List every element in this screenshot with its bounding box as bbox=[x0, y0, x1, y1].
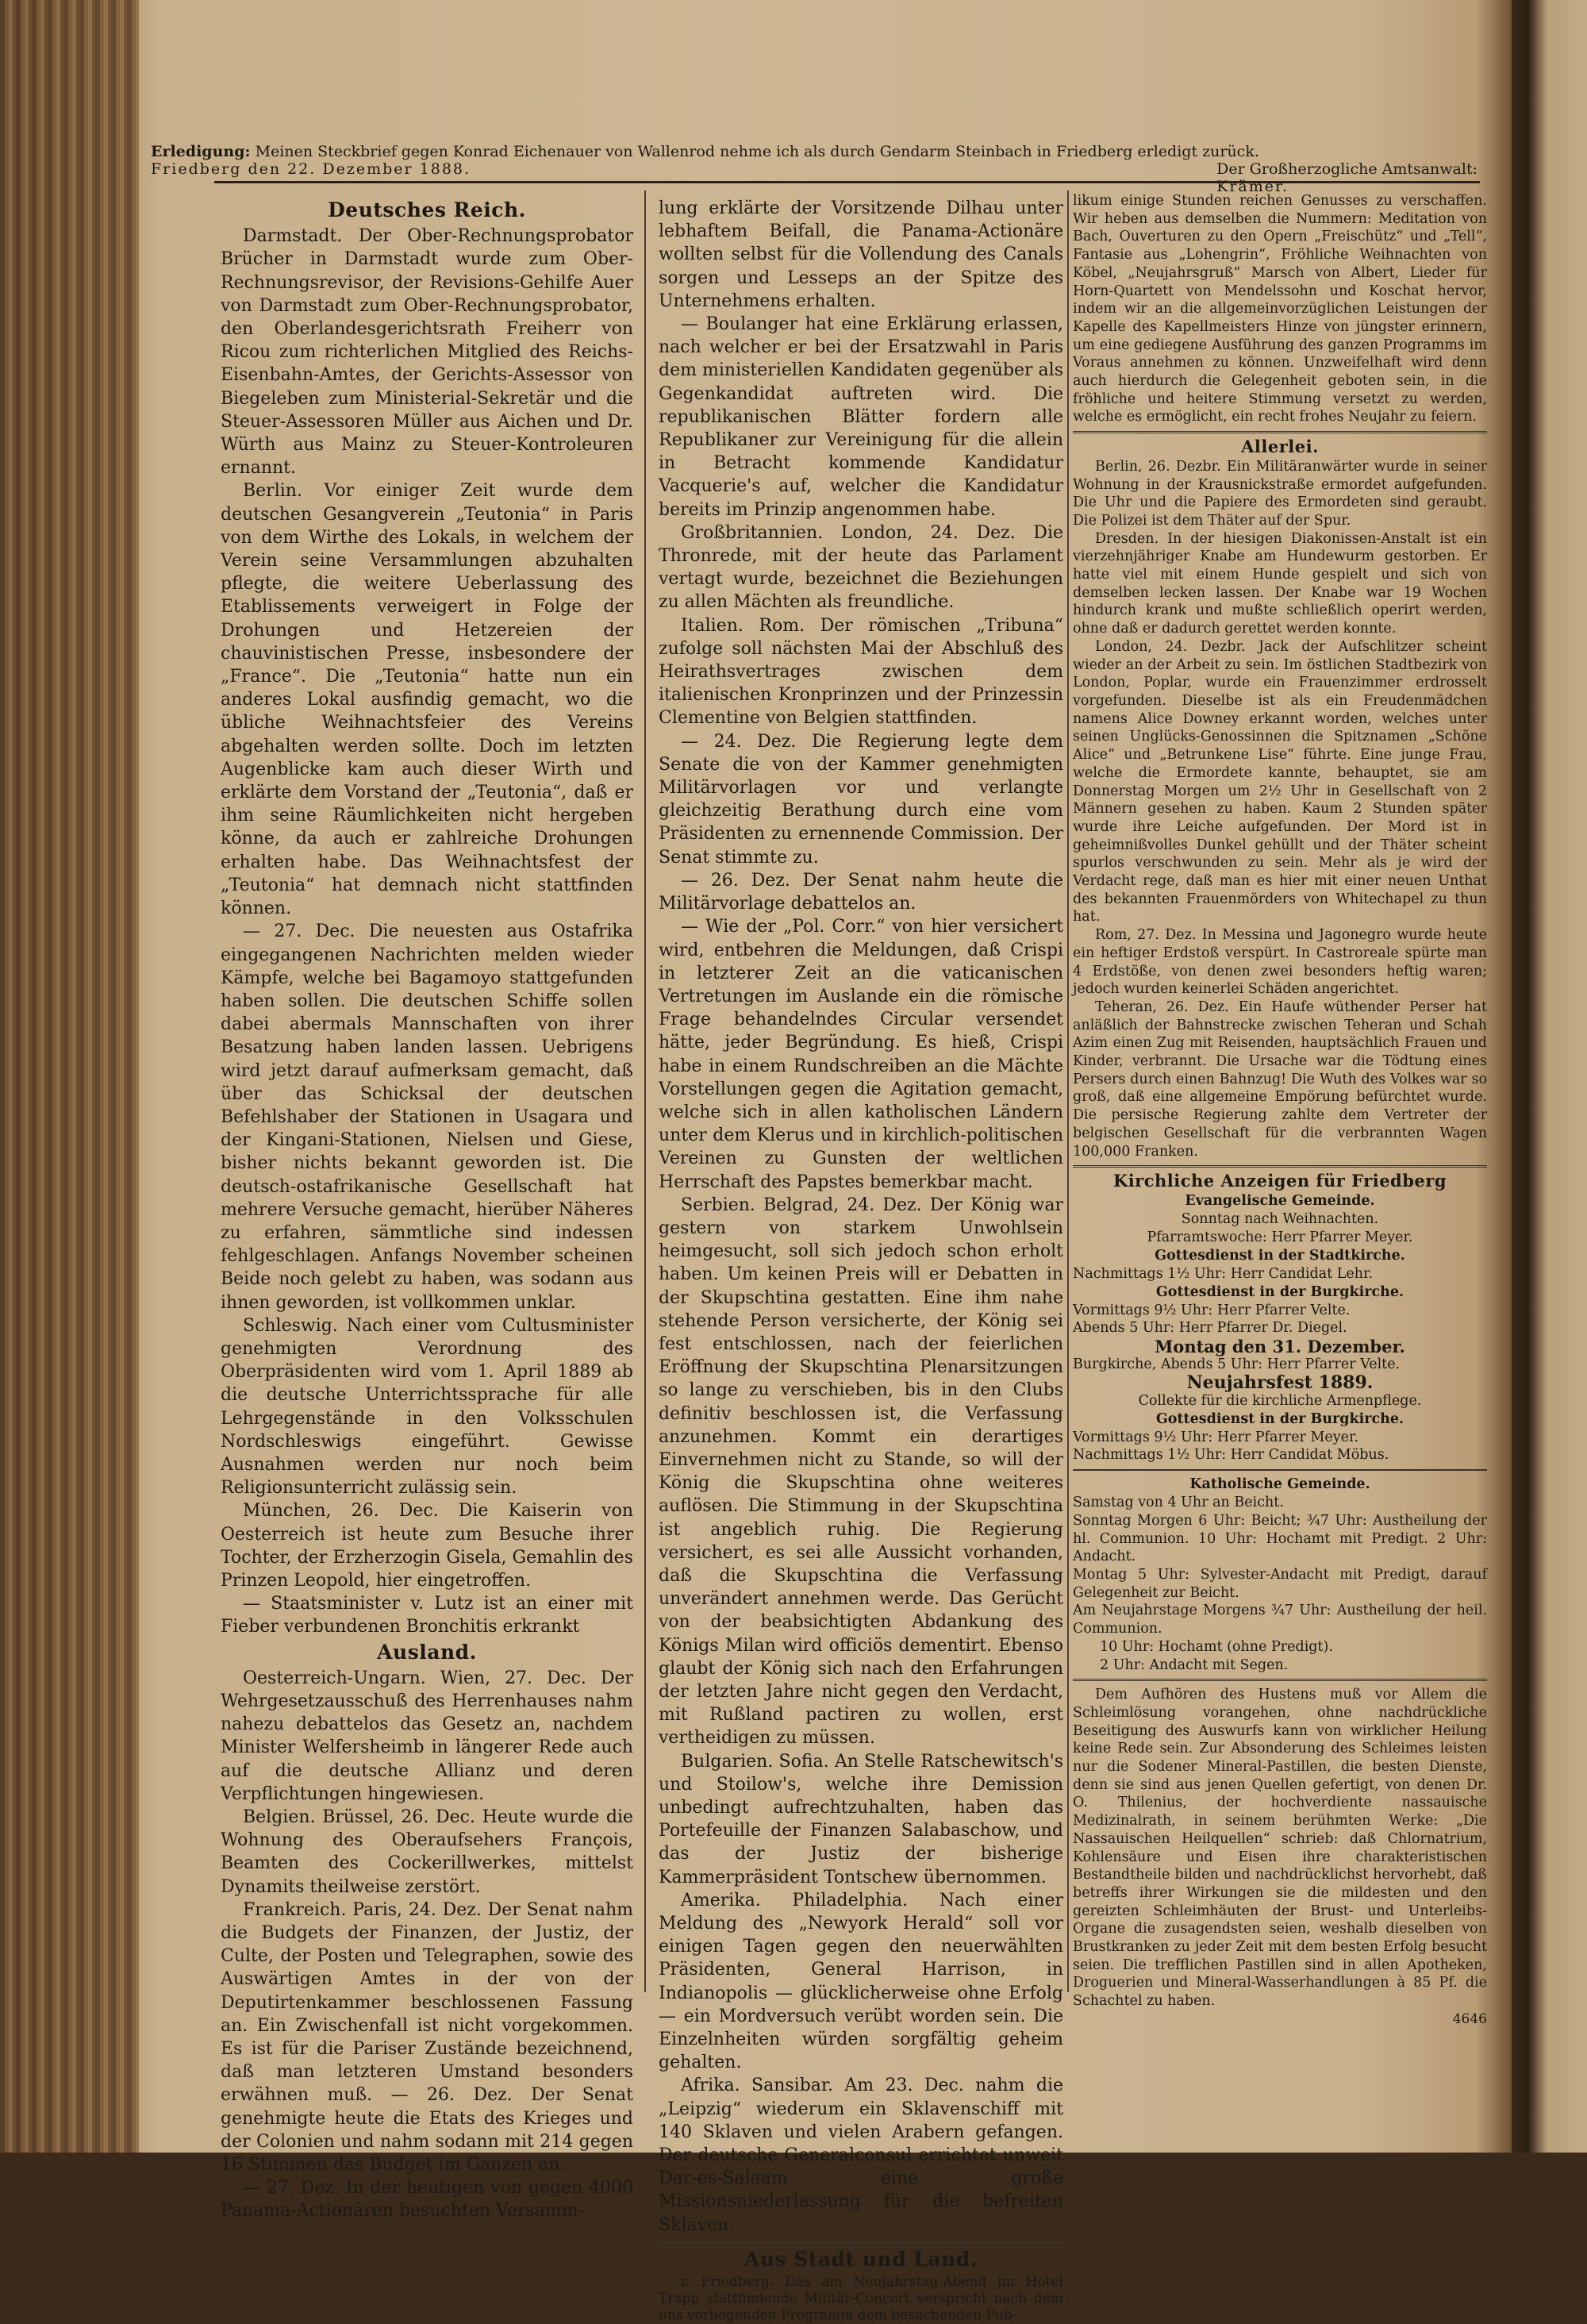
kath-montag: Montag 5 Uhr: Sylvester-Andacht mit Predigt, darauf Gelegenheit zur Beicht. bbox=[1073, 1567, 1487, 1601]
ev-vormittags: Vormittags 9½ Uhr: Herr Pfarrer Velte. bbox=[1073, 1302, 1351, 1318]
ev-abends: Abends 5 Uhr: Herr Pfarrer Dr. Diegel. bbox=[1073, 1320, 1347, 1337]
article-italien-senat: — 24. Dez. Die Regierung legte dem Senate die von der Kammer genehmigten Militärvorlagen vor und verlangte gleichzeitig Berathung durch eine vom Präsidenten zu ernennende Commission. Der Senat stimmte zu. bbox=[659, 731, 1063, 868]
divider bbox=[1073, 431, 1487, 433]
catholic-heading: Katholische Gemeinde. bbox=[1189, 1476, 1370, 1493]
column-3 bbox=[1073, 192, 1487, 2029]
article-panama: — 27. Dez. In der heutigen von gegen 4000 Panama-Actionären besuchten Versamm- bbox=[221, 2178, 633, 2222]
church-notices bbox=[1073, 1172, 1487, 1674]
column-2 bbox=[659, 197, 1063, 2324]
article-ostafrika: — 27. Dec. Die neuesten aus Ostafrika eingegangenen Nachrichten melden wieder Kämpfe, welche bei Bagamoyo stattgefunden haben sollen. Die deutschen Schiffe sollen dabei abermals Mannschaften von ihrer Besatzung haben landen lassen. Uebrigens wird jetzt darauf aufmerksam gemacht, daß über das Schicksal der deutschen Befehlshaber der Stationen in Usagara und der Kingani-Stationen, Nielsen und Giese, bisher nichts bekannt geworden ist. Die deutsch-ostafrikanische Gesellschaft hat mehrere Versuche gemacht, hierüber Näheres zu erfahren, sämmtliche sind indessen fehlgeschlagen. Anfangs November scheinen Beide noch gelebt zu haben, was sodann aus ihnen geworden, ist vollkommen unklar. bbox=[221, 922, 633, 1313]
heading-ausland: Ausland. bbox=[377, 1640, 477, 1664]
divider bbox=[659, 2241, 1063, 2243]
montag-text: Burgkirche, Abends 5 Uhr: Herr Pfarrer Velte. bbox=[1073, 1356, 1401, 1373]
article-oesterreich: Oesterreich-Ungarn. Wien, 27. Dec. Der Wehrgesetzausschuß des Herrenhauses nahm nahezu debattelos das Gesetz an, nachdem Minister Welfersheimb in längerer Rede auch auf die deutsche Allianz und deren Verpflichtungen hingewiesen. bbox=[221, 1668, 633, 1804]
ev-nachmittags: Nachmittags 1½ Uhr: Herr Candidat Lehr. bbox=[1073, 1265, 1374, 1282]
notice-erledigung bbox=[151, 143, 1500, 195]
kath-andacht: 2 Uhr: Andacht mit Segen. bbox=[1100, 1656, 1289, 1673]
kollekte: Collekte für die kirchliche Armenpflege. bbox=[1138, 1392, 1422, 1409]
nachmittags-2: Nachmittags 1½ Uhr: Herr Candidat Möbus. bbox=[1073, 1447, 1389, 1464]
neujahrsfest-heading: Neujahrsfest 1889. bbox=[1186, 1372, 1374, 1393]
ev-stadtkirche: Gottesdienst in der Stadtkirche. bbox=[1155, 1247, 1405, 1264]
article-rom-erdstoss: Rom, 27. Dez. In Messina und Jagonegro wurde heute ein heftiger Erdstoß verspürt. In Castroreale spürte man 4 Erdstöße, von denen zwei besonders heftig waren; jedoch wurden keinerlei Schäden angerichtet. bbox=[1073, 927, 1487, 998]
article-friedberg-concert: r. Friedberg. Das am Neujahrstag-Abend im Hotel Trapp stattfindende Militär-Concert verspricht nach dem uns vorliegenden Programm dem besuchenden Pub- bbox=[659, 2274, 1063, 2324]
divider bbox=[1073, 1679, 1487, 1681]
notice-authority: Der Großherzogliche Amtsanwalt: bbox=[1216, 160, 1477, 178]
article-london: London, 24. Dezbr. Jack der Aufschlitzer scheint wieder an der Arbeit zu sein. Im östlichen Stadtbezirk von London, Poplar, wurde ein Frauenzimmer erdrosselt vorgefunden. Dieselbe ist als ein Freudenmädchen namens Alice Downey erkannt worden, welches unter seinen Unglücks-Genossinnen die Spitznamen „Schöne Alice“ und „Betrunkene Lise“ führte. Eine junge Frau, welche die Ermordete kannte, behauptet, sie am Donnerstag Morgen um 2½ Uhr in Gesellschaft von 2 Männern gesehen zu haben. Kaum 2 Stunden später wurde ihre Leiche aufgefunden. Der Mord ist in geheimnißvolles Dunkel gehüllt und der Thäter scheint spurlos verschwunden zu sein. Mehr als je wird der Verdacht rege, daß man es hier mit einer neuen Unthat des bekannten Frauenmörders von Whitechapel zu thun hat. bbox=[1073, 638, 1487, 925]
article-frankreich: Frankreich. Paris, 24. Dez. Der Senat nahm die Budgets der Finanzen, der Justiz, der Culte, der Posten und Telegraphen, sowie des Auswärtigen Amtes in der von der Deputirtenkammer beschlossenen Fassung an. Ein Zwischenfall ist nicht vorgekommen. Es ist für die Pariser Zustände bezeichnend, daß man letzteren Umstand besonders erwähnen muß. — 26. Dez. Der Senat genehmigte heute die Etats des Krieges und der Colonien und nahm sodann mit 214 gegen 16 Stimmen das Budget im Ganzen an. bbox=[221, 1899, 633, 2176]
ev-pfarramtswoche: Pfarramtswoche: Herr Pfarrer Meyer. bbox=[1147, 1229, 1413, 1245]
evangelical-heading: Evangelische Gemeinde. bbox=[1185, 1192, 1375, 1209]
article-serbien: Serbien. Belgrad, 24. Dez. Der König war gestern von starkem Unwohlsein heimgesucht, soll sich jedoch schon erholt haben. Um keinen Preis will er Debatten in der Skupschtina gestatten. Eine ihm nahe stehende Person versicherte, der König sei fest entschlossen, nach der feierlichen Eröffnung der Skupschtina Plenarsitzungen so lange zu verschieben, bis in den Clubs definitiv beschlossen ist, die Verfassung anzunehmen. Kommt ein derartiges Einvernehmen nicht zu Stande, so will der König die Skupschtina ohne weiteres auflösen. Die Stimmung in der Skupschtina ist angeblich ruhig. Die Regierung versichert, es sei alle Aussicht vorhanden, daß die Skupschtina die Verfassung unverändert annehmen werde. Das Gerücht von der beabsichtigten Abdankung des Königs Milan wird officiös dementirt. Ebenso glaubt der König sich nach den Erfahrungen der letzten Jahre nicht gegen den Verdacht, mit Rußland pactiren zu wollen, erst vertheidigen zu müssen. bbox=[659, 1195, 1063, 1749]
article-belgien: Belgien. Brüssel, 26. Dec. Heute wurde die Wohnung des Oberaufsehers François, Beamten des Cockerillwerkes, mittelst Dynamits theilweise zerstört. bbox=[221, 1807, 633, 1897]
heading-aus-stadt-und-land: Aus Stadt und Land. bbox=[744, 2247, 978, 2271]
article-dresden: Dresden. In der hiesigen Diakonissen-Anstalt ist ein vierzehnjähriger Knabe am Hundewurm gestorben. Er hatte viel mit einem Hunde gespielt und sich von demselben lecken lassen. Der Knabe war 19 Wochen hindurch krank und mußte schließlich operirt werden, ohne daß er dadurch gerettet werden konnte. bbox=[1073, 530, 1487, 637]
burgkirche-2: Gottesdienst in der Burgkirche. bbox=[1155, 1410, 1404, 1427]
divider bbox=[1073, 1469, 1487, 1471]
article-darmstadt: Darmstadt. Der Ober-Rechnungsprobator Brücher in Darmstadt wurde zum Ober-Rechnungsrevisor, der Revisions-Gehilfe Auer von Darmstadt zum Ober-Rechnungsprobator, den Oberlandesgerichtsrath Freiherr von Ricou zum richterlichen Mitglied des Reichs-Eisenbahn-Amtes, der Gerichts-Assessor von Biegeleben zum Ministerial-Sekretär und die Steuer-Assessoren Müller aus Aichen und Dr. Würth aus Mainz zu Steuer-Kontroleuren ernannt. bbox=[221, 226, 633, 479]
kath-samstag: Samstag von 4 Uhr an Beicht. bbox=[1073, 1495, 1284, 1511]
article-concert-cont: likum einige Stunden reichen Genusses zu verschaffen. Wir heben aus demselben die Nummern: Meditation von Bach, Ouverturen zu den Opern „Freischütz“ und „Tell“, Fantasie aus „Lohengrin“, Fröhliche Weihnachten von Köbel, „Neujahrsgruß“ Marsch von Albert, Lieder für Horn-Quartett von Mendelssohn und Koschat hervor, indem wir an die allgemeinvorzüglichen Leistungen der Kapelle des Kapellmeisters Hinze von jüngster erinnern, um eine gediegene Ausführung des ganzen Programms im Voraus annehmen zu können. Unzweifelhaft wird denn auch hierdurch die Gelegenheit geboten sein, in die fröhliche und heitere Stimmung versetzt zu werden, welche es ermöglicht, ein recht frohes Neujahr zu feiern. bbox=[1073, 193, 1487, 425]
article-militaervorlage: — 26. Dez. Der Senat nahm heute die Militärvorlage debattelos an. bbox=[659, 870, 1063, 914]
divider bbox=[1073, 1165, 1487, 1168]
book-spine bbox=[0, 0, 139, 2153]
ev-burgkirche: Gottesdienst in der Burgkirche. bbox=[1155, 1283, 1404, 1300]
article-panama-cont: lung erklärte der Vorsitzende Dilhau unter lebhaftem Beifall, die Panama-Actionäre wollten selbst für die Vollendung des Canals sorgen und Lesseps an der Spitze des Unternehmens erhalten. bbox=[659, 198, 1063, 311]
article-schleswig: Schleswig. Nach einer vom Cultusminister genehmigten Verordnung des Oberpräsidenten wird vom 1. April 1889 ab die deutsche Unterrichtssprache für alle Lehrgegenstände in den Volksschulen Nordschleswigs eingeführt. Gewisse Ausnahmen werden nur noch beim Religionsunterricht zulässig sein. bbox=[221, 1315, 633, 1499]
heading-allerlei: Allerlei. bbox=[1241, 437, 1319, 457]
ev-sunday: Sonntag nach Weihnachten. bbox=[1181, 1210, 1379, 1227]
ad-sodener-pastillen: Dem Aufhören des Hustens muß vor Allem die Schleimlösung vorangehen, ohne nachdrückliche Beseitigung des Auswurfs kann von wirklicher Heilung keine Rede sein. Zur Absonderung des Schleimes leisten nur die Sodener Mineral-Pastillen, die besten Dienste, denn sie sind aus jenen Quellen gefertigt, von denen Dr. O. Thilenius, der hochverdiente nassauische Medizinalrath, in seinem berühmten Werke: „Die Nassauischen Heilquellen“ schrieb: daß Chlornatrium, Kohlensäure und Eisen ihre charakteristischen Bestandtheile bilden und nachdrücklichst hervorhebt, daß betreffs ihrer Wirkungen sie die mildesten und den gereizten Schleimhäuten der Brust- und Unterleibs-Organe die zusagendsten seien, weshalb dieselben von Brustkranken zu jeder Zeit mit dem besten Erfolg besucht seien. Die trefflichen Pastillen sind in allen Apotheken, Droguerien und Mineral-Wasserhandlungen à 85 Pf. die Schachtel zu haben. bbox=[1073, 1687, 1487, 2010]
kath-hochamt: 10 Uhr: Hochamt (ohne Predigt). bbox=[1100, 1638, 1333, 1655]
article-muenchen: München, 26. Dec. Die Kaiserin von Oesterreich ist heute zum Besuche ihrer Tochter, der Erzherzogin Gisela, Gemahlin des Prinzen Leopold, hier eingetroffen. bbox=[221, 1501, 633, 1591]
article-lutz: — Staatsminister v. Lutz ist an einer mit Fieber verbundenen Bronchitis erkrankt bbox=[221, 1594, 633, 1637]
article-teheran: Teheran, 26. Dez. Ein Haufe wüthender Perser hat anläßlich der Bahnstrecke zwischen Teheran und Schah Azim einen Zug mit Reisenden, hauptsächlich Frauen und Kinder, verbrannt. Die Ursache war die Tödtung eines Persers durch einen Bahnzug! Die Wuth des Volkes war so groß, daß eine allgemeine Empörung befürchtet wurde. Die persische Regierung zahlte dem Vertreter der belgischen Gesellschaft für die verbrannten Wagen 100,000 Franken. bbox=[1073, 998, 1487, 1160]
article-boulanger: — Boulanger hat eine Erklärung erlassen, nach welcher er bei der Ersatzwahl in Paris dem ministeriellen Kandidaten gegenüber als Gegenkandidat auftreten wird. Die republikanischen Blätter fordern alle Republikaner zur Vereinigung für die allein in Betracht kommende Kandidatur Vacquerie's auf, welcher die Kandidatur bereits im Prinzip angenommen habe. bbox=[659, 314, 1063, 520]
article-italien: Italien. Rom. Der römischen „Tribuna“ zufolge soll nächsten Mai der Abschluß des Heirathsvertrages zwischen dem italienischen Kronprinzen und der Prinzessin Clementine von Belgien stattfinden. bbox=[659, 615, 1063, 729]
facing-page-edge bbox=[1512, 0, 1587, 2153]
article-crispi: — Wie der „Pol. Corr.“ von hier versichert wird, entbehren die Meldungen, daß Crispi in letzterer Zeit an die vaticanischen Vertretungen im Auslande ein die römische Frage behandelndes Circular versendet hätte, jeder Begründung. Es hieß, Crispi habe in einem Rundschreiben an die Mächte Vorstellungen gegen die Agitation gemacht, welche sich in allen katholischen Ländern unter dem Klerus und in kirchlich-politischen Vereinen zu Gunsten der weltlichen Herrschaft des Papstes bemerkbar macht. bbox=[659, 917, 1063, 1192]
notice-label: Erledigung: bbox=[151, 143, 251, 160]
heading-kirchliche-anzeigen: Kirchliche Anzeigen für Friedberg bbox=[1112, 1171, 1447, 1191]
article-berlin-teutonia: Berlin. Vor einiger Zeit wurde dem deutschen Gesangverein „Teutonia“ in Paris von dem Wirthe des Lokals, in welchem der Verein seine Versammlungen abzuhalten pflegte, die weitere Ueberlassung des Etablissements verweigert in Folge der Drohungen und Hetzereien der chauvinistischen Presse, insbesondere der „France“. Die „Teutonia“ hatte nun ein anderes Lokal ausfindig gemacht, wo die übliche Weihnachtsfeier des Vereins abgehalten werden sollte. Doch im letzten Augenblicke kam auch dieser Wirth und erklärte dem Vorstand der „Teutonia“, daß er ihm seine Räumlichkeiten nicht hergeben könne, da auch er zahlreiche Drohungen erhalten habe. Das Weihnachtsfest der „Teutonia“ hat demnach nicht stattfinden können. bbox=[221, 481, 633, 919]
notice-place-date: Friedberg den 22. Dezember 1888. bbox=[151, 160, 471, 178]
column-rule-1 bbox=[644, 190, 646, 1992]
montag-heading: Montag den 31. Dezember. bbox=[1155, 1337, 1405, 1357]
vormittags-2: Vormittags 9½ Uhr: Herr Pfarrer Meyer. bbox=[1073, 1429, 1359, 1445]
notice-signature: Krämer. bbox=[1216, 178, 1289, 195]
heading-deutsches-reich: Deutsches Reich. bbox=[328, 198, 526, 221]
article-amerika: Amerika. Philadelphia. Nach einer Meldung des „Newyork Herald“ soll vor einigen Tagen gegen den neuerwählten Präsidenten, General Harrison, in Indianopolis — glücklicherweise ohne Erfolg — ein Mordversuch verübt worden sein. Die Einzelnheiten würden sorgfältig geheim gehalten. bbox=[659, 1890, 1063, 2073]
ad-number: 4646 bbox=[1452, 2010, 1487, 2027]
article-berlin-mord: Berlin, 26. Dezbr. Ein Militäranwärter wurde in seiner Wohnung in der Krausnickstraße ermordet aufgefunden. Die Uhr und die Papiere des Ermordeten sind geraubt. Die Polizei ist dem Thäter auf der Spur. bbox=[1073, 458, 1487, 529]
column-rule-2 bbox=[1067, 190, 1069, 1992]
article-grossbritannien: Großbritannien. London, 24. Dez. Die Thronrede, mit der heute das Parlament vertagt wurde, bezeichnet die Beziehungen zu allen Mächten als freundliche. bbox=[659, 522, 1063, 613]
column-1 bbox=[221, 197, 633, 2223]
top-rule bbox=[214, 181, 1480, 183]
article-afrika: Afrika. Sansibar. Am 23. Dec. nahm die „Leipzig“ wiederum ein Sklavenschiff mit 140 Sklaven und vielen Arabern gefangen. Der deutsche Generalconsul errichtet unweit Dar-es-Salaam eine große Missionsniederlassung für die befreiten Sklaven. bbox=[659, 2076, 1063, 2235]
kath-sonntag: Sonntag Morgen 6 Uhr: Beicht; ¾7 Uhr: Austheilung der hl. Communion. 10 Uhr: Hochamt mit Predigt. 2 Uhr: Andacht. bbox=[1073, 1512, 1487, 1565]
notice-text: Meinen Steckbrief gegen Konrad Eichenauer von Wallenrod nehme ich als durch Gendarm Steinbach in Friedberg erledigt zurück. bbox=[255, 143, 1259, 160]
kath-neujahr: Am Neujahrstage Morgens ¾7 Uhr: Austheilung der heil. Communion. bbox=[1073, 1603, 1487, 1637]
article-bulgarien: Bulgarien. Sofia. An Stelle Ratschewitsch's und Stoilow's, welche ihre Demission unbedingt aufrechtzuhalten, haben das Portefeuille der Finanzen Salabaschow, und das der Justiz der bisherige Kammerpräsident Tontschew übernommen. bbox=[659, 1751, 1063, 1887]
